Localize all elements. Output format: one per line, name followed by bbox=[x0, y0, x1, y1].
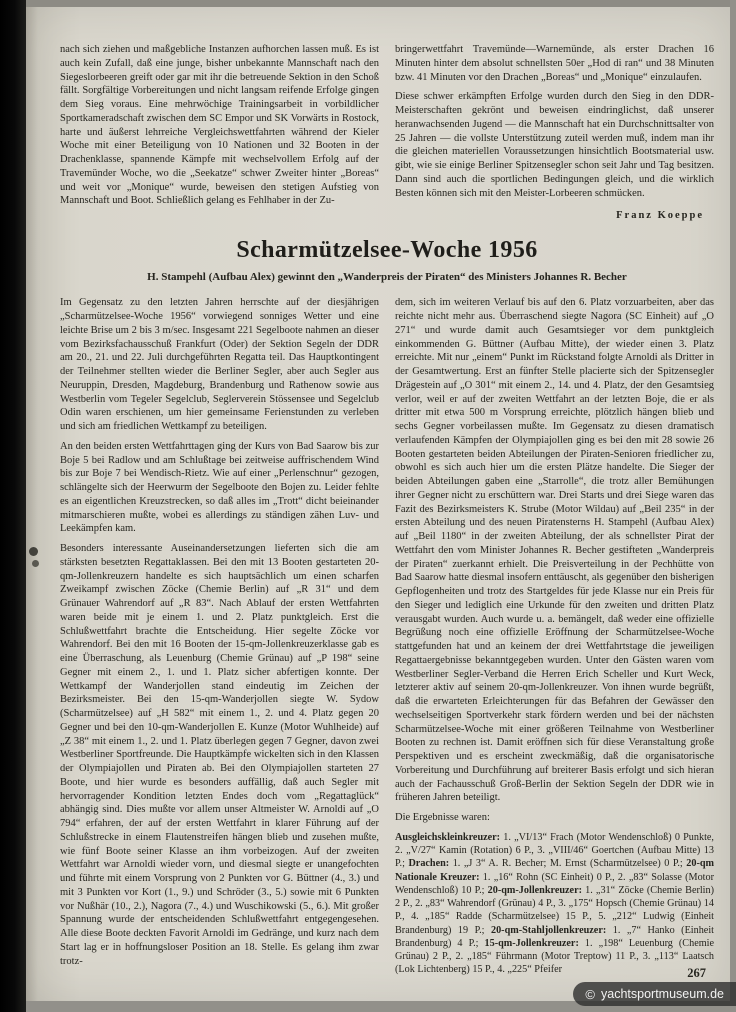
scan-artifact bbox=[29, 547, 38, 556]
paragraph: dem, sich im weiteren Verlauf bis auf den 6. Platz vorzuarbeiten, aber das reichte nicht mehr aus. Überraschend siegte Nagora (SC Einheit) auf „O 271“ und wurde damit auch Gesamtsieger vor dem punktgleich einkommenden G. Büttner (Aufbau Mitte), der wieder einen 3. Platz erreichte. Mit nur „einem“ Punkt im Rückstand folgte Arnoldi als Dritter in der Gesamtwertung. Erst an fünfter Stelle placierte sich der Spitzensegler Drägestein auf „O 301“ mit einem 2., 14. und 4. Platz, der den Gesamtsieg verlor, weil er auf der zweiten Wettfahrt an der letzten Boje, die er als dritter mit etwa 500 m Vorsprung erreichte, plötzlich hängen blieb und sechs Gegner vorbeilassen mußte. Im Gegensatz zu diesen dramatisch verlaufenden Kämpfen der Olympiajollen ging es bei den mit 28 sowie 26 Booten gestarteten beiden Abteilungen der Piraten-Senioren friedlicher zu, obwohl es sich auch hier um die ersten Plätze handelte. Die Sieger der beiden Abteilungen gaben eine „Starrolle“, die trotz aller Bemühungen ihrer Gegner nicht zu erschüttern war. Drei Starts und drei Siege waren das Fazit des Bezirksmeisters K. Strube (Motor Wildau) auf „Beil 235“ in der ersten Abteilung und des neuen Piratensterns H. Stampehl (Aufbau Alex) auf „Beil 1180“ in der zweiten Abteilung, der als schnellster Pirat der Wettfahrt den vom Minister Johannes R. Becher gestifteten „Wanderpreis der Piraten“ zuerkannt erhielt. Die Preisverteilung in der Pechhütte von Bad Saarow hatte diesmal insofern enttäuscht, als gegenüber den bisherigen Gepflogenheiten und trotz des Startgeldes für jede Klasse nur ein Preis für den Sieger und lediglich eine Urkunde für den zweiten und dritten Platz verausgabt wurden. Auch wurde u. a. bemängelt, daß weder eine offizielle Begrüßung noch eine offizielle Eröffnung der Scharmützelsee-Woche stattgefunden hat und an keinem der drei Wettfahrtstage die jeweiligen Regattaergebnisse bekanntgegeben wurden. Unter den Gästen waren vom Westberliner Segler-Verband die Herren Erich Scheller und Kurt Weck, letzterer aktiv auf seinem 20-qm-Jollenkreuzer. Von ihnen wurde begrüßt, daß die erwarteten Erleichterungen für das Befahren der Gewässer den wechselseitigen Sportverkehr stark fördern werden und bei der nächsten Scharmützelsee-Woche mit einer größeren Teilnahme von Westberliner Booten zu rechnen ist. Damit eröffnen sich für diese Veranstaltung große Perspektiven und es erscheint zweckmäßig, daß die organisatorische Vorbereitung und Durchführung auf breiterer Basis erfolgt und sich hieran auch der Fachausschuß Groß-Berlin der Sektion Segeln der DDR wie in früheren Jahren beteiligt. bbox=[395, 297, 714, 804]
article-title: Scharmützelsee-Woche 1956 bbox=[236, 237, 538, 264]
top-article-left-column bbox=[60, 43, 379, 221]
paragraph: nach sich ziehen und maßgebliche Instanzen aufhorchen lassen muß. Es ist auch kein Zufall, daß eine junge, bisher unbekannte Mannschaft nach den Siegeslorbeeren greift oder gar mit ihr die betreuende Sektion in den Schoß fällt. Sorgfältige Vorbereitungen und nicht langsam reifende Erfolge gingen dem Sieg voraus. Eine mehrwöchige Trainingsarbeit in vorbildlicher Sportkameradschaft zwischen dem SC Empor und SK Vorwärts in Rostock, harte und äußerst lehrreiche Vergleichswettfahrten während der Kieler Woche mit einer Beteiligung von 10 Nationen und 32 Booten in der Drachenklasse, spannende Kämpfe mit wechselvollem Erfolg auf der Travemünder Woche, wo die „Seekatze“ schwer Zweiter hinter „Boreas“ und weit vor „Monique“ wurde, beweisen den stetigen Aufstieg von Mannschaft und Boot. Schließlich gelang es Fehlhaber in der Zu- bbox=[60, 44, 379, 207]
results-heading: Die Ergebnisse waren: bbox=[395, 812, 490, 823]
scanner-background bbox=[26, 0, 730, 7]
paragraph: An den beiden ersten Wettfahrttagen ging der Kurs von Bad Saarow bis zur Boje 5 bei Radlow und am Schlußtage bei zeitweise auffrischendem Wind bis zur Boje 7 bei Wendisch-Rietz. Wie auf einer „Perlenschnur“ gezogen, schlängelte sich der Heerwurm der Segelboote den Bojen zu. Leider fehlte es an eigentlichen Kreuzstrecken, so daß alles im „Trott“ dicht beieinander mitmarschieren mußte, wobei es allerdings zu ständigen zähen Luv- und Leekämpfen kam. bbox=[60, 440, 379, 535]
top-article-right-column bbox=[395, 43, 714, 221]
article-subtitle: H. Stampehl (Aufbau Alex) gewinnt den „Wanderpreis der Piraten“ des Ministers Johannes R. Becher bbox=[147, 271, 627, 284]
top-article bbox=[60, 43, 714, 221]
paragraph: bringerwettfahrt Travemünde—Warnemünde, als erster Drachen 16 Minuten hinter dem absolut schnellsten 50er „Hod di ran“ und 38 Minuten bzw. 41 Minuten vor den Drachen „Boreas“ und „Monique“ einzulaufen. bbox=[395, 44, 714, 83]
results-list: Ausgleichskleinkreuzer: 1. „VI/13“ Frach (Motor Wendenschloß) 0 Punkte, 2. „V/27“ Kamin (Rotation) 6 P., 3. „VIII/46“ Goertchen (Aufbau Mitte) 13 P.; Drachen: 1. „J 3“ A. R. Becher; M. Ernst (Scharmützelsee) 0 P.; 20-qm Nationale Kreuzer: 1. „16“ Rohn (SC Einheit) 0 P., 2. „83“ Solasse (Motor Wendenschloß) 10 P.; 20-qm-Jollenkreuzer: 1. „31“ Zöcke (Chemie Berlin) 2 P., 2. „83“ Wahrendorf (Grünau) 4 P., 3. „175“ Hopsch (Chemie Grünau) 14 P., 4. „185“ Radde (Scharmützelsee) 15 P., 5. „212“ Ludwig (Einheit Brandenburg) 19 P.; 20-qm-Stahljollenkreuzer: 1. „7“ Hanko (Einheit Brandenburg) 4 P.; 15-qm-Jollenkreuzer: 1. „198“ Leuenburg (Chemie Grünau) 2 P., 2. „185“ Führmann (Motor Treptow) 11 P., 3. „113“ Laatsch (Lok Lichtenberg) 15 P., 4. „225“ Pfeifer bbox=[395, 831, 715, 976]
watermark-text: yachtsportmuseum.de bbox=[601, 987, 724, 1001]
page-number: 267 bbox=[687, 966, 706, 980]
paragraph: Im Gegensatz zu den letzten Jahren herrschte auf der diesjährigen „Scharmützelsee-Woche 1956“ vorwiegend sonniges Wetter und eine leichte Brise um 2 bis 3 m/sec. Insgesamt 221 Segelboote nahmen an dieser vom Bezirksfachausschuß Frankfurt (Oder) der Sektion Segeln der DDR am 20., 21. und 22. Juli durchgeführten Regatta teil. Das Hauptkontingent der Teilnehmer stellten wieder die Berliner Segler, aber auch Segler aus Neuruppin, Dresden, Magdeburg, Brandenburg und Rathenow sowie aus Westberlin vom Tegeler Segelclub, Seglerverein Stössensee und Segelclub Odin waren erschienen, um hier gemeinsame Ferienstunden zu verleben und sich am friedlichen Wettkampf zu beteiligen. bbox=[60, 297, 379, 432]
scan-artifact bbox=[32, 560, 39, 567]
book-binding-edge bbox=[0, 0, 26, 1012]
watermark-badge bbox=[573, 982, 736, 1006]
paragraph: Diese schwer erkämpften Erfolge wurden durch den Sieg in den DDR-Meisterschaften gekrönt und beweisen eindringlichst, daß unserer heranwachsenden Jugend — die Mannschaft hat ein Durchschnittsalter von 25 Jahren — die vollste Unterstützung zuteil werden muß, indem man ihr die gleichen materiellen Voraussetzungen hinsichtlich Bootsmaterial usw. gibt, wie sie einige Berliner Spitzensegler schon seit Jahr und Tag besitzen. Dann sind auch die sportlichen Bedingungen gleich, und die wirklich Besten können sich mit den Meister-Lorbeeren schmücken. bbox=[395, 91, 714, 199]
main-article bbox=[60, 296, 714, 976]
page-content bbox=[60, 43, 714, 977]
page bbox=[26, 7, 730, 1001]
copyright-icon: © bbox=[585, 986, 596, 1002]
main-article-right-column bbox=[395, 296, 714, 976]
main-article-left-column bbox=[60, 296, 379, 976]
author-byline: Franz Koeppe bbox=[616, 210, 704, 222]
paragraph: Besonders interessante Auseinandersetzungen lieferten sich die am stärksten besetzten Regattaklassen. Bei den mit 13 Booten gestarteten 20-qm-Jollenkreuzern handelte es sich hauptsächlich um einen scharfen Zweikampf zwischen Zöcke (Chemie Berlin) auf „R 31“ und dem Grünauer Wahrendorf auf „R 83“. Nach Ablauf der ersten Wettfahrten waren beide mit je einem 1. und 2. Platz punktgleich. Erst die Schlußwettfahrt brachte die Entscheidung. Hier segelte Zöcke vor Wahrendorf. Bei den mit 16 Booten der 15-qm-Jollenkreuzerklasse gab es eine Überraschung, als Leuenburg (Chemie Grünau) auf „P 198“ seine Gegner mit einem 2., 1. und 1. Platz sicher abfertigen konnte. Der Wettkampf der Wanderjollen stand eindeutig im Zeichen der Bezirksmeister. Bei den 15-qm-Wanderjollen siegte W. Sydow (Scharmützelsee) auf „H 582“ mit einem 1., 2. und 4. Platz gegen 20 Gegner und bei den 10-qm-Wanderjollen E. Kunze (Motor Wuhlheide) auf „Z 38“ mit einem 1., 2. und 1. Platz überlegen gegen 7 Gegner, davon zwei Westberliner Sportfreunde. Die Hauptkämpfe wickelten sich in den Klassen der Olympiajollen und Piraten ab. Bei den Olympiajollen starteten 27 Boote, und hier wurde es besonders auffällig, daß auch Segler mit hervorragender Kondition letzten Endes doch vom „Regattaglück“ abhängig sind. Dies mußte vor allem unser Altmeister W. Arnoldi auf „O 794“ erfahren, der auf der ersten Wettfahrt in klarer Führung auf der Schlußstrecke in einem Flautenstreifen hängen blieb und zusehen mußte, wie fünf Boote seiner Klasse an ihm vorbeizogen. Auf der zweiten Wettfahrt war Arnoldi wieder vorn, und diesmal siegte er unangefochten und führte mit einem Vorsprung von 2 Punkten vor G. Büttner (4., 3.) und mit 3 Punkten vor Kort (1., 9.) und Schröder (3., 5.) sowie mit 6 Punkten vor Nußhär (10., 2.), Nagora (7., 4.) und Wuschikowski (5., 6.). Mit großer Spannung wurde der entscheidenden Schlußwettfahrt entgegengesehen. Alle diese Boote deckten Favorit Arnoldi im Gedränge, und kurz nach dem Start lag er in hoffnungsloser Position an 18. Stelle. Es gelang ihm zwar trotz- bbox=[60, 543, 379, 967]
